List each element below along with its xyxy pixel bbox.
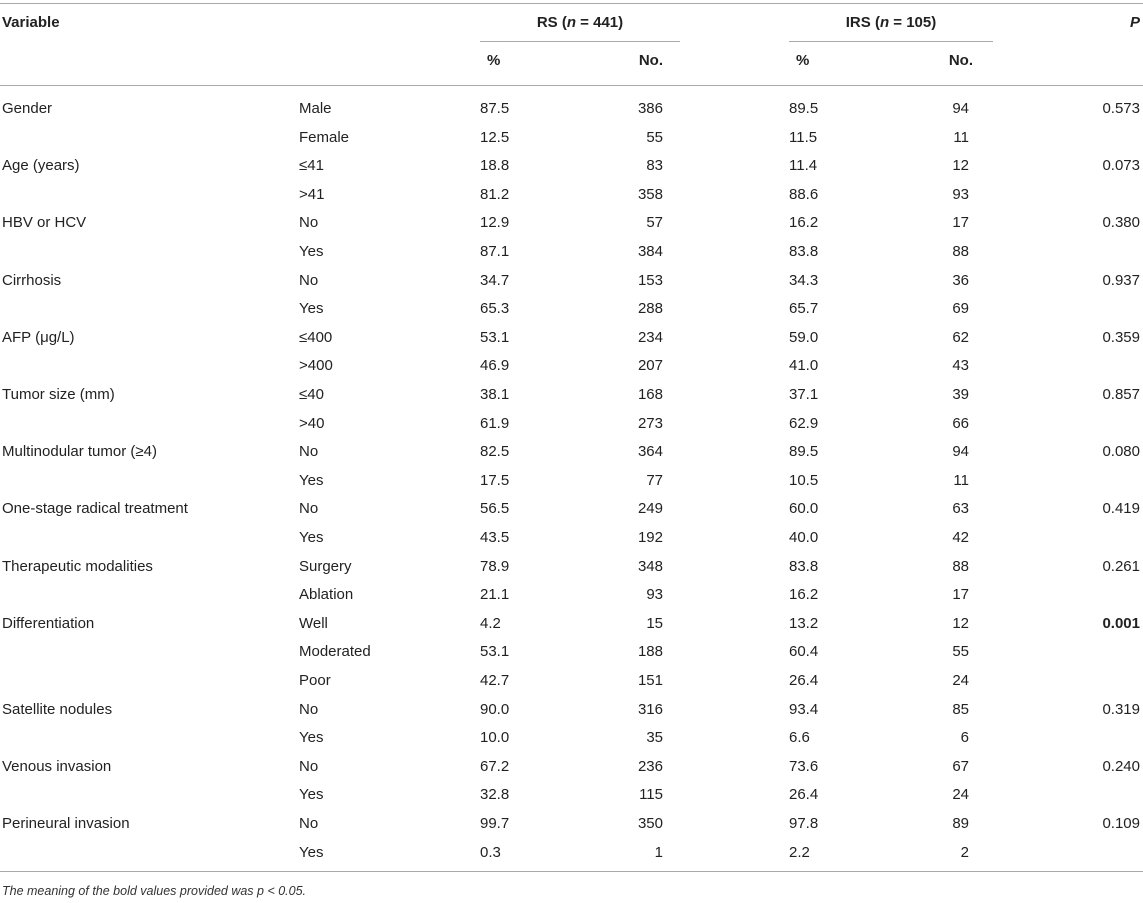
cell-irs-pct: 16.2 [789,214,819,232]
cell-rs-pct: 81.2 [480,185,510,203]
cell-irs-pct: 10.5 [789,471,819,489]
cell-category: Yes [299,529,324,546]
cell-variable: Multinodular tumor (≥4) [2,443,157,461]
cell-rs-no: 188 [637,643,663,661]
cell-rs-no: 77 [646,471,663,489]
cell-irs-no: 88 [952,243,969,260]
cell-category: Female [299,128,350,146]
table-row [0,380,1143,409]
cell-irs-no: 62 [952,328,969,346]
cell-rs-pct: 10.0 [480,729,510,747]
cell-irs-pct: 26.4 [789,786,819,804]
cell-p-value: 0.080 [1102,443,1140,461]
table-row [0,151,1143,180]
cell-p-value: 0.419 [1102,500,1140,518]
cell-rs-pct: 34.7 [480,271,510,289]
cell-rs-pct: 65.3 [480,300,510,318]
cell-rs-pct: 32.8 [480,786,510,804]
cell-rs-no: 273 [637,414,663,432]
cell-rs-pct: 87.1 [480,243,510,260]
cell-rs-pct: 4.2 [480,614,501,632]
cell-irs-no: 93 [952,185,969,203]
cell-irs-pct: 88.6 [789,185,819,203]
cell-rs-no: 57 [646,214,663,232]
table-row [0,409,1143,438]
table-row [0,780,1143,809]
cell-rs-no: 348 [637,557,663,575]
table-row [0,180,1143,209]
cell-irs-no: 43 [952,357,969,375]
cell-irs-pct: 11.5 [789,128,818,146]
cell-irs-pct: 93.4 [789,700,819,718]
cell-rs-no: 288 [637,300,663,318]
table-row [0,237,1143,266]
cell-variable: One-stage radical treatment [2,500,188,518]
cell-irs-pct: 26.4 [789,672,819,689]
cell-category: No [299,500,319,518]
cell-irs-no: 12 [952,614,969,632]
cell-irs-pct: 60.0 [789,500,819,518]
cell-rs-no: 151 [637,672,663,689]
cell-category: Poor [299,672,331,689]
cell-rs-no: 115 [639,786,663,804]
cell-rs-pct: 43.5 [480,529,510,546]
cell-variable: Cirrhosis [2,271,62,289]
cell-irs-no: 39 [952,386,969,403]
cell-irs-pct: 89.5 [789,443,819,461]
cell-irs-pct: 6.6 [789,729,810,747]
table-row [0,552,1143,581]
cell-category: No [299,815,319,832]
header-bottom-rule [0,85,1143,86]
cell-variable: Venous invasion [2,757,112,775]
header-group-rs-n: n [566,14,577,31]
cell-irs-no: 2 [960,843,969,861]
cell-p-value: 0.109 [1102,815,1140,832]
cell-irs-pct: 83.8 [789,243,819,260]
rs-group-rule [480,41,680,42]
cell-variable: Tumor size (mm) [2,386,115,403]
cell-rs-pct: 18.8 [480,157,510,175]
cell-rs-no: 249 [637,500,663,518]
cell-category: Yes [299,300,324,318]
cell-rs-no: 93 [646,586,663,604]
cell-irs-no: 88 [952,557,969,575]
cell-irs-no: 12 [952,157,969,175]
cell-rs-no: 153 [637,271,663,289]
header-group-irs-name: IRS ( [845,14,880,31]
cell-p-value: 0.937 [1102,271,1140,289]
cell-p-value: 0.573 [1102,100,1140,117]
cell-category: No [299,757,319,775]
cell-p-value: 0.319 [1102,700,1140,718]
cell-p-value: 0.001 [1102,614,1140,632]
cell-category: Ablation [299,586,354,604]
cell-irs-no: 24 [952,672,969,689]
cell-variable: Perineural invasion [2,815,130,832]
header-irs-pct: % [796,52,810,69]
cell-p-value: 0.261 [1102,557,1140,575]
cell-variable: AFP (μg/L) [2,328,75,346]
table-row [0,94,1143,123]
cell-irs-pct: 65.7 [789,300,819,318]
cell-rs-pct: 12.5 [480,128,510,146]
cell-irs-pct: 41.0 [789,357,819,375]
header-group-irs [789,14,993,32]
cell-category: ≤400 [299,328,333,346]
cell-irs-pct: 73.6 [789,757,819,775]
cell-irs-pct: 62.9 [789,414,819,432]
cell-rs-pct: 38.1 [480,386,510,403]
header-group-rs-name: RS ( [536,14,567,31]
cell-category: ≤41 [299,157,324,175]
cell-irs-pct: 2.2 [789,843,810,861]
cell-irs-no: 85 [952,700,969,718]
header-p-label: P [1129,14,1140,31]
cell-irs-no: 17 [952,214,969,232]
table-row [0,637,1143,666]
cell-irs-no: 42 [952,529,969,546]
table-bottom-rule [0,871,1143,872]
header-irs-no: No. [948,52,973,69]
cell-variable: Satellite nodules [2,700,113,718]
table-row [0,208,1143,237]
cell-rs-pct: 90.0 [480,700,510,718]
cell-irs-pct: 13.2 [789,614,819,632]
cell-rs-pct: 56.5 [480,500,510,518]
table-row [0,666,1143,695]
cell-rs-no: 386 [637,100,663,117]
table-footnote: The meaning of the bold values provided was p < 0.05. [2,884,307,898]
cell-irs-pct: 40.0 [789,529,819,546]
cell-irs-no: 89 [952,815,969,832]
cell-irs-pct: 97.8 [789,815,819,832]
cell-category: No [299,214,319,232]
cell-rs-no: 358 [637,185,663,203]
cell-irs-pct: 37.1 [789,386,819,403]
cell-rs-no: 384 [637,243,663,260]
cell-category: >40 [299,414,325,432]
cell-irs-no: 66 [952,414,969,432]
cell-rs-pct: 67.2 [480,757,510,775]
cell-category: Male [299,100,332,117]
cell-rs-no: 168 [637,386,663,403]
cell-rs-pct: 0.3 [480,843,501,861]
cell-variable: Gender [2,100,53,117]
cell-rs-pct: 17.5 [480,471,510,489]
cell-irs-no: 36 [952,271,969,289]
table-row [0,351,1143,380]
cell-irs-pct: 89.5 [789,100,819,117]
cell-rs-no: 316 [637,700,663,718]
cell-rs-pct: 12.9 [480,214,510,232]
cell-p-value: 0.073 [1102,157,1140,175]
cell-rs-pct: 61.9 [480,414,510,432]
table-row [0,809,1143,838]
cell-variable: Therapeutic modalities [2,557,153,575]
header-group-irs-rest: = 105) [889,14,937,31]
cell-rs-no: 1 [654,843,663,861]
cell-irs-pct: 83.8 [789,557,819,575]
cell-category: Yes [299,471,324,489]
cell-rs-no: 207 [637,357,663,375]
cell-irs-pct: 34.3 [789,271,819,289]
cell-p-value: 0.857 [1102,386,1140,403]
header-rs-pct: % [487,52,501,69]
table-row [0,494,1143,523]
header-rs-no: No. [638,52,663,69]
cell-category: >41 [299,185,325,203]
cell-variable: Age (years) [2,157,80,175]
cell-rs-pct: 53.1 [480,328,510,346]
table-row [0,123,1143,152]
cell-irs-no: 67 [952,757,969,775]
cell-irs-no: 63 [952,500,969,518]
cell-irs-pct: 59.0 [789,328,819,346]
cell-irs-pct: 11.4 [789,157,818,175]
header-variable: Variable [2,14,60,31]
header-group-irs-n: n [879,14,890,31]
cell-variable: HBV or HCV [2,214,87,232]
cell-rs-pct: 53.1 [480,643,510,661]
cell-category: No [299,700,319,718]
header-group-rs [480,14,680,32]
cell-category: ≤40 [299,386,324,403]
cell-category: Yes [299,729,324,747]
table-row [0,523,1143,552]
table-row [0,695,1143,724]
cell-p-value: 0.359 [1102,328,1140,346]
table-row [0,266,1143,295]
header-p [1100,14,1140,32]
table-row [0,752,1143,781]
cell-irs-no: 6 [960,729,969,747]
table-row [0,294,1143,323]
cell-rs-pct: 99.7 [480,815,510,832]
cell-rs-pct: 46.9 [480,357,510,375]
cell-category: No [299,271,319,289]
cell-rs-no: 55 [646,128,663,146]
cell-irs-no: 11 [953,128,969,146]
cell-category: Yes [299,843,324,861]
cell-rs-no: 364 [637,443,663,461]
cell-irs-pct: 60.4 [789,643,819,661]
table-row [0,609,1143,638]
cell-category: Yes [299,243,324,260]
cell-rs-pct: 82.5 [480,443,510,461]
header-group-rs-rest: = 441) [576,14,624,31]
cell-p-value: 0.240 [1102,757,1140,775]
cell-category: No [299,443,319,461]
cell-variable: Differentiation [2,614,95,632]
table-top-rule [0,3,1143,4]
cell-irs-no: 17 [952,586,969,604]
cell-irs-no: 11 [953,471,969,489]
cell-rs-pct: 87.5 [480,100,510,117]
cell-rs-no: 234 [637,328,663,346]
cell-rs-no: 236 [637,757,663,775]
cell-category: Surgery [299,557,352,575]
table-row [0,323,1143,352]
cell-category: Well [299,614,328,632]
cell-irs-no: 24 [952,786,969,804]
cell-rs-no: 192 [637,529,663,546]
cell-irs-no: 69 [952,300,969,318]
table-row [0,723,1143,752]
cell-p-value: 0.380 [1102,214,1140,232]
cell-category: Yes [299,786,324,804]
cell-category: Moderated [299,643,371,661]
cell-rs-no: 35 [646,729,663,747]
cell-rs-pct: 78.9 [480,557,510,575]
cell-rs-pct: 21.1 [480,586,510,604]
table-row [0,580,1143,609]
cell-irs-no: 94 [952,100,969,117]
table-row [0,838,1143,867]
cell-irs-pct: 16.2 [789,586,819,604]
cell-irs-no: 55 [952,643,969,661]
table-row [0,466,1143,495]
cell-rs-no: 350 [637,815,663,832]
cell-irs-no: 94 [952,443,969,461]
cell-rs-no: 15 [646,614,663,632]
irs-group-rule [789,41,993,42]
cell-category: >400 [299,357,333,375]
cell-rs-pct: 42.7 [480,672,510,689]
cell-rs-no: 83 [646,157,663,175]
table-row [0,437,1143,466]
